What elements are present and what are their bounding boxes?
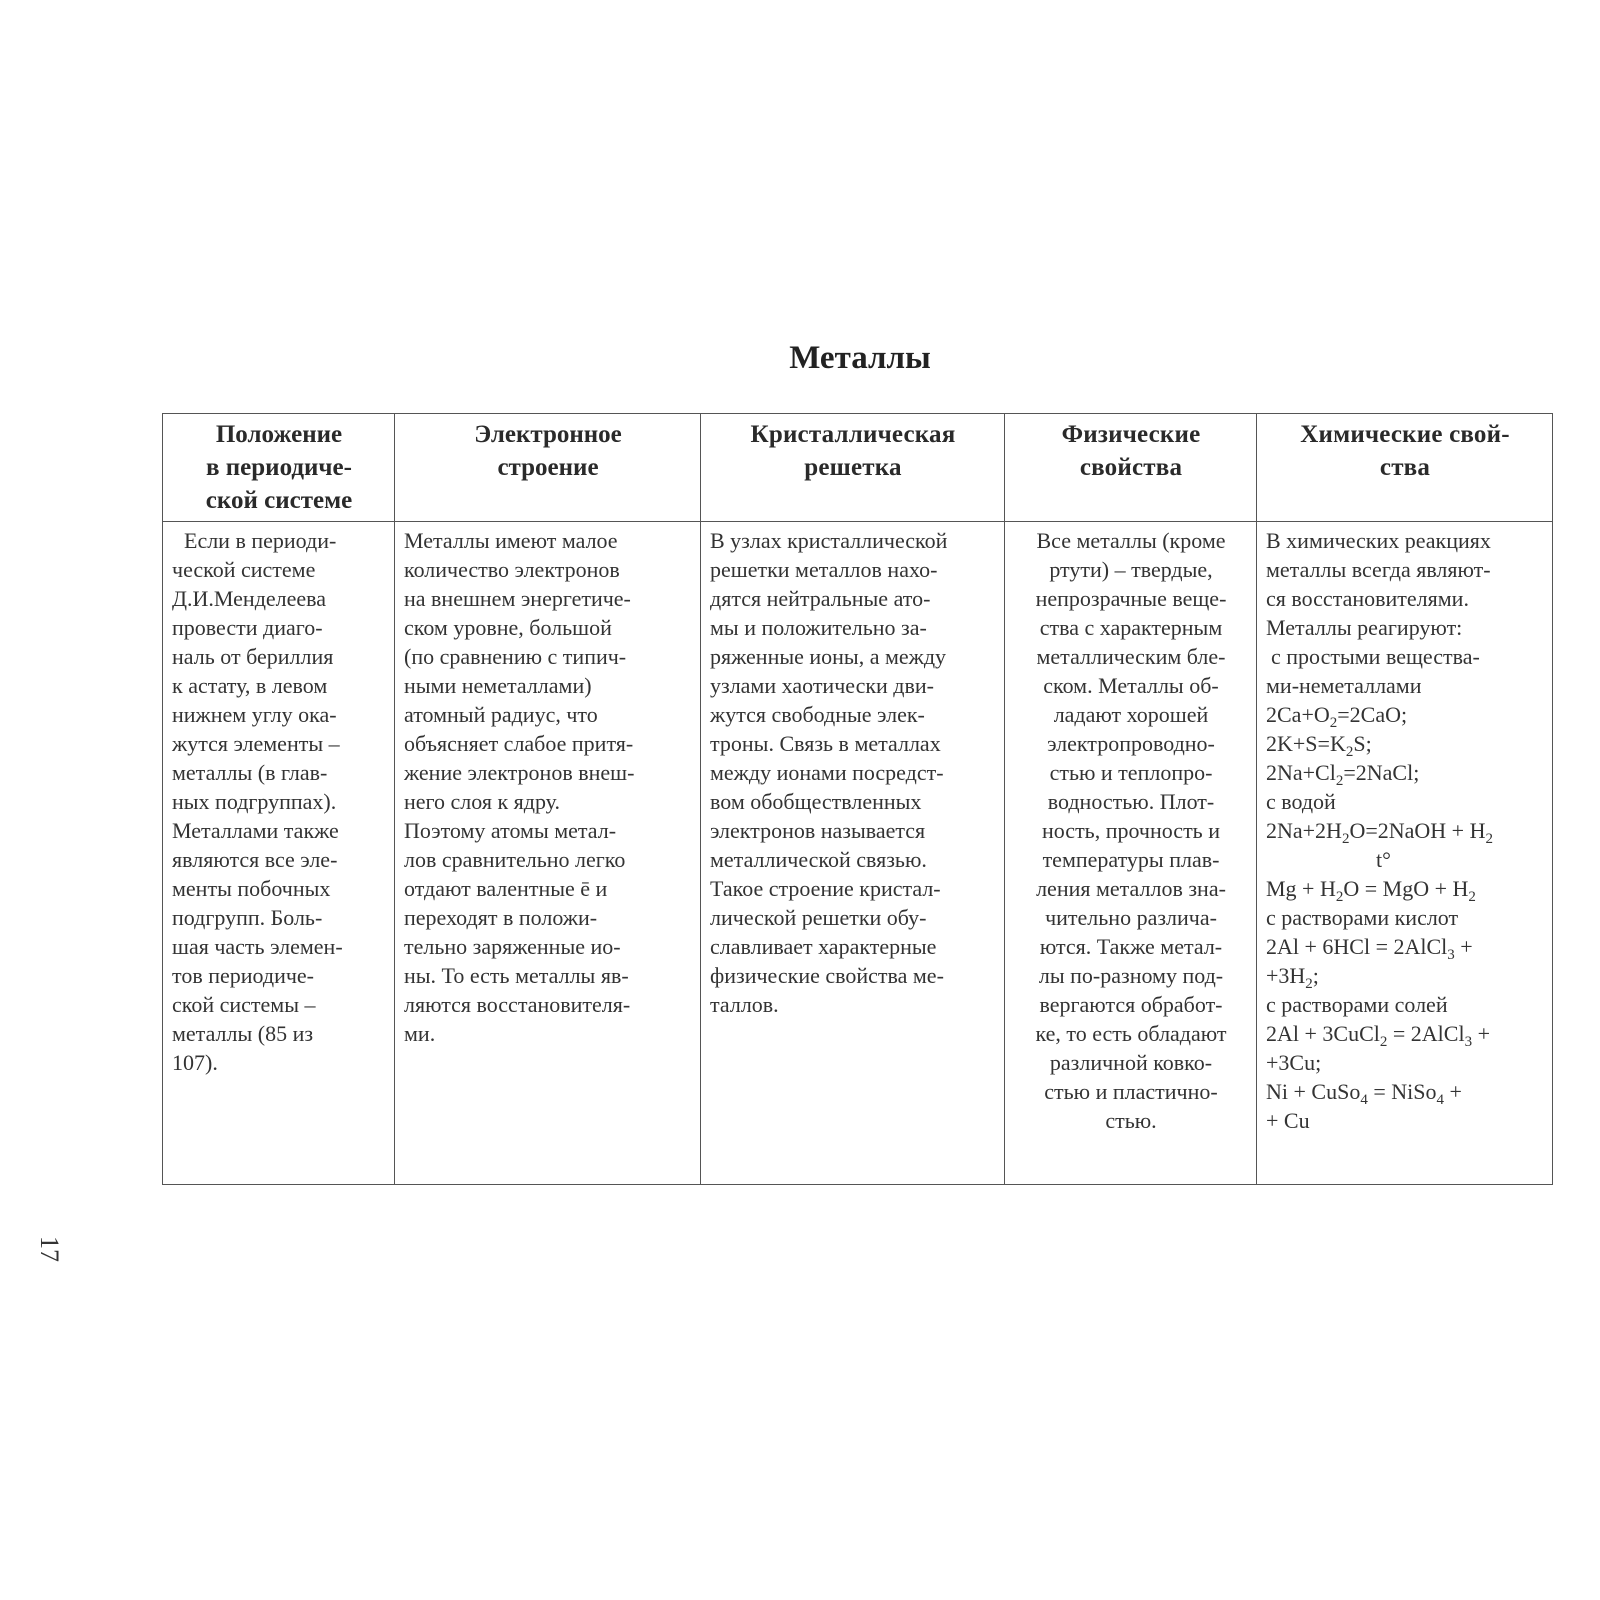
text-line: Д.И.Менделеева (172, 586, 327, 611)
text-line: тов периодиче- (172, 963, 315, 988)
eq-part: + (1443, 1079, 1462, 1104)
equation-al-cucl2-cont: +3Cu; (1266, 1050, 1322, 1075)
text-line: ства с характерным (1039, 615, 1223, 640)
eq-part: 2K+S=K (1266, 731, 1346, 756)
heat-mark: t° (1376, 847, 1391, 872)
acids-label: с растворами кислот (1266, 905, 1459, 930)
text-line: металлическим бле- (1036, 644, 1226, 669)
text-line: к астату, в левом (172, 673, 328, 698)
eq-part: =2CaO; (1337, 702, 1408, 727)
text-line: электронов называется (710, 818, 926, 843)
text-line: ления металлов зна- (1036, 876, 1226, 901)
text-line: жение электронов внеш- (404, 760, 635, 785)
eq-subscript: 2 (1335, 773, 1344, 789)
text-line: ской системы – (172, 992, 316, 1017)
eq-part: 2Na+2H (1266, 818, 1342, 843)
text-line: Металлы имеют малое (404, 528, 618, 553)
text-line: лы по-разному под- (1038, 963, 1224, 988)
text-line: ны. То есть металлы яв- (404, 963, 629, 988)
eq-part: + (1472, 1021, 1490, 1046)
cell-physical-properties (1005, 522, 1257, 1185)
text-line: провести диаго- (172, 615, 323, 640)
text-line: лов сравнительно легко (404, 847, 626, 872)
chem-intro-line: Металлы реагируют: (1266, 615, 1463, 640)
header-line: строение (497, 454, 599, 481)
text-line: ными неметаллами) (404, 673, 592, 698)
text-line: менты побочных (172, 876, 331, 901)
text-line: ются. Также метал- (1039, 934, 1223, 959)
eq-part: =2NaCl; (1343, 760, 1420, 785)
eq-subscript: 2 (1341, 831, 1350, 847)
text-line: ляются восстановителя- (404, 992, 631, 1017)
text-line: физические свойства ме- (710, 963, 944, 988)
text-line: металлы (85 из (172, 1021, 314, 1046)
salts-label: с растворами солей (1266, 992, 1448, 1017)
text-line: ском уровне, большой (404, 615, 612, 640)
equation-na-cl2 (1266, 758, 1544, 787)
eq-part: = NiSo (1367, 1079, 1437, 1104)
text-line: чительно различа- (1045, 905, 1217, 930)
header-electronic-structure (395, 414, 701, 522)
text-line: ми. (404, 1021, 436, 1046)
chem-intro-line: ся восстановителями. (1266, 586, 1469, 611)
eq-part: 2Al + 6HCl = 2AlCl (1266, 934, 1448, 959)
text-line: Такое строение кристал- (710, 876, 941, 901)
text-line: ке, то есть обладают (1035, 1021, 1227, 1046)
eq-part: O = MgO + H (1343, 876, 1469, 901)
equation-k-s (1266, 729, 1544, 758)
nonmetals-label: с простыми вещества- (1271, 644, 1480, 669)
text-line: дятся нейтральные ато- (710, 586, 931, 611)
text-line: ртути) – твердые, (1049, 557, 1213, 582)
text-line: переходят в положи- (404, 905, 598, 930)
text-line: ческой системе (172, 557, 316, 582)
header-line: в периодиче- (206, 454, 352, 481)
eq-subscript: 2 (1335, 889, 1344, 905)
header-line: ства (1379, 454, 1431, 481)
eq-part: Mg + H (1266, 876, 1336, 901)
cell-position-in-periodic-system (163, 522, 395, 1185)
eq-part: O=2NaOH + H (1349, 818, 1486, 843)
eq-subscript: 4 (1436, 1092, 1444, 1108)
metals-table (162, 413, 1553, 1185)
header-line: Химические свой- (1300, 421, 1510, 448)
cell-crystal-lattice (701, 522, 1005, 1185)
eq-part: 2Al + 3CuCl (1266, 1021, 1380, 1046)
text-line: наль от бериллия (172, 644, 334, 669)
text-line: Если в периоди- (184, 528, 337, 553)
header-chemical-properties (1257, 414, 1553, 522)
table-row (163, 522, 1553, 1185)
cell-electronic-structure (395, 522, 701, 1185)
text-line: шая часть элемен- (172, 934, 343, 959)
table-header-row (163, 414, 1553, 522)
equation-ni-cuso4-cont: + Cu (1266, 1108, 1310, 1133)
header-line: свойства (1079, 454, 1183, 481)
text-line: электропроводно- (1047, 731, 1215, 756)
header-line: Физические (1061, 421, 1201, 448)
text-line: атомный радиус, что (404, 702, 598, 727)
header-line: Положение (215, 421, 343, 448)
text-line: узлами хаотически дви- (710, 673, 934, 698)
chem-intro-line: В химических реакциях (1266, 528, 1491, 553)
eq-part: ; (1312, 963, 1319, 988)
text-line: металлы (в глав- (172, 760, 328, 785)
eq-part: 2Na+Cl (1266, 760, 1336, 785)
text-line: троны. Связь в металлах (710, 731, 941, 756)
equation-mg-water (1266, 874, 1544, 903)
text-line: подгрупп. Боль- (172, 905, 323, 930)
text-line: непрозрачные веще- (1035, 586, 1227, 611)
text-line: вергаются обработ- (1039, 992, 1223, 1017)
equation-al-hcl (1266, 932, 1544, 961)
eq-part: +3H (1266, 963, 1306, 988)
text-line: мы и положительно за- (710, 615, 927, 640)
eq-subscript: 2 (1329, 715, 1338, 731)
page-title: Металлы (789, 340, 931, 376)
header-physical-properties (1005, 414, 1257, 522)
page-number: 17 (35, 1236, 64, 1262)
eq-part: = 2AlCl (1387, 1021, 1465, 1046)
header-crystal-lattice (701, 414, 1005, 522)
text-line: нижнем углу ока- (172, 702, 337, 727)
text-line: стью и теплопро- (1049, 760, 1213, 785)
cell-chemical-properties (1257, 522, 1553, 1185)
header-line: решетка (804, 454, 902, 481)
eq-part: 2Ca+O (1266, 702, 1330, 727)
equation-ca-o2 (1266, 700, 1544, 729)
text-line: водностью. Плот- (1047, 789, 1215, 814)
header-line: Электронное (474, 421, 622, 448)
text-line: Металлами также (172, 818, 339, 843)
text-line: ряженные ионы, а между (710, 644, 947, 669)
text-line: являются все эле- (172, 847, 338, 872)
text-line: вом обобществленных (710, 789, 922, 814)
text-line: лической решетки обу- (710, 905, 927, 930)
eq-subscript: 2 (1345, 744, 1354, 760)
text-line: жутся элементы – (172, 731, 340, 756)
text-line: ность, прочность и (1041, 818, 1220, 843)
eq-part: Ni + CuSo (1266, 1079, 1361, 1104)
text-line: температуры плав- (1042, 847, 1220, 872)
equation-al-hcl-cont (1266, 961, 1544, 990)
text-line: решетки металлов нахо- (710, 557, 938, 582)
text-line: славливает характерные (710, 934, 937, 959)
text-line: Все металлы (кроме (1036, 528, 1226, 553)
text-line: на внешнем энергетиче- (404, 586, 631, 611)
eq-subscript: 2 (1485, 831, 1493, 847)
eq-subscript: 3 (1447, 947, 1455, 963)
nonmetals-label: ми-неметаллами (1266, 673, 1422, 698)
text-line: таллов. (710, 992, 779, 1017)
eq-part: S; (1353, 731, 1372, 756)
header-line: Кристаллическая (750, 421, 956, 448)
eq-subscript: 2 (1379, 1034, 1388, 1050)
text-line: объясняет слабое притя- (404, 731, 634, 756)
text-line: различной ковко- (1049, 1050, 1213, 1075)
water-label: с водой (1266, 789, 1336, 814)
text-line: ском. Металлы об- (1043, 673, 1219, 698)
text-line: (по сравнению с типич- (404, 644, 627, 669)
text-line: ных подгруппах). (172, 789, 337, 814)
eq-part: + (1454, 934, 1473, 959)
eq-subscript: 2 (1468, 889, 1476, 905)
text-line: ладают хорошей (1053, 702, 1209, 727)
header-position-in-periodic-system (163, 414, 395, 522)
eq-subscript: 4 (1360, 1092, 1368, 1108)
equation-ni-cuso4 (1266, 1077, 1544, 1106)
text-line: металлической связью. (710, 847, 927, 872)
eq-subscript: 3 (1464, 1034, 1473, 1050)
text-line: стью. (1105, 1108, 1157, 1133)
text-line: отдают валентные ē и (404, 876, 608, 901)
text-line: между ионами посредст- (710, 760, 944, 785)
text-line: тельно заряженные ио- (404, 934, 621, 959)
text-line: стью и пластично- (1044, 1079, 1218, 1104)
equation-al-cucl2 (1266, 1019, 1544, 1048)
text-line: жутся свободные элек- (710, 702, 925, 727)
text-line: В узлах кристаллической (710, 528, 948, 553)
header-line: ской системе (205, 487, 353, 514)
chem-intro-line: металлы всегда являют- (1266, 557, 1491, 582)
text-line: него слоя к ядру. (404, 789, 560, 814)
eq-subscript: 2 (1305, 976, 1313, 992)
text-line: количество электронов (404, 557, 620, 582)
text-line: 107). (172, 1050, 218, 1075)
equation-na-water (1266, 816, 1544, 845)
text-line: Поэтому атомы метал- (404, 818, 617, 843)
